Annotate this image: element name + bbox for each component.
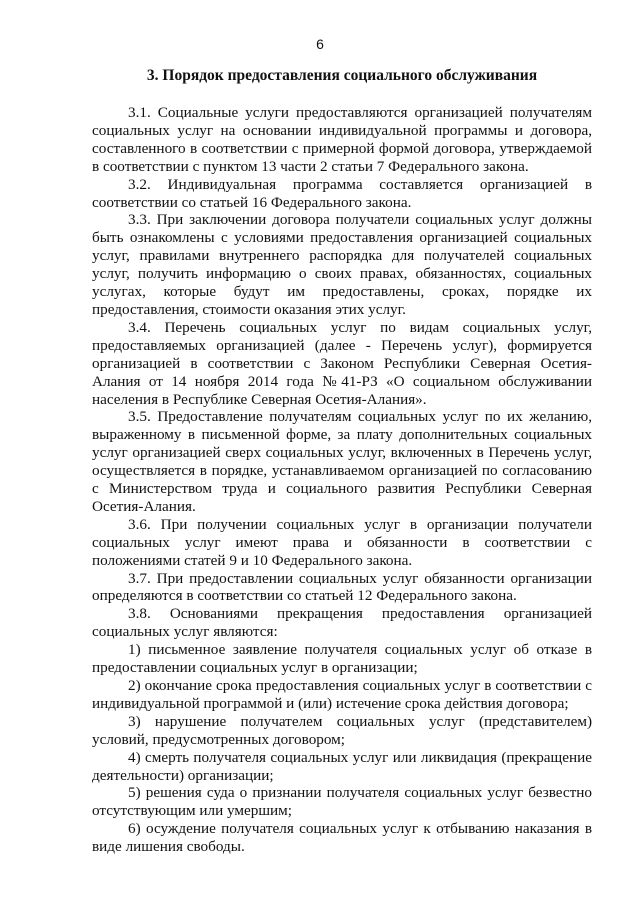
page-number: 6 — [316, 36, 324, 52]
list-item-2: 2) окончание срока предоставления социальных услуг в соответствии с индивидуальной программой и (или) истечение срока действия договора; — [92, 677, 592, 712]
list-item-4: 4) смерть получателя социальных услуг или ликвидация (прекращение деятельности) организации; — [92, 748, 592, 784]
paragraph-3-2: 3.2. Индивидуальная программа составляется организацией в соответствии со статьей 16 Федерального закона. — [92, 175, 592, 211]
list-item-3: 3) нарушение получателем социальных услуг (представителем) условий, предусмотренных договором; — [92, 712, 592, 748]
list-item-1: 1) письменное заявление получателя социальных услуг об отказе в предоставлении социальных услуг в организации; — [92, 641, 592, 677]
section-body — [92, 104, 592, 856]
paragraph-3-1: 3.1. Социальные услуги предоставляются организацией получателям социальных услуг на основании индивидуальной программы и договора, составленного в соответствии с примерной формой договора, утверждаемой в соответствии с пунктом 13 части 2 статьи 7 Федерального закона. — [92, 104, 592, 175]
paragraph-3-8: 3.8. Основаниями прекращения предоставления организацией социальных услуг являются: — [92, 605, 592, 641]
list-item-6: 6) осуждение получателя социальных услуг к отбыванию наказания в виде лишения свободы. — [92, 820, 592, 856]
paragraph-3-5: 3.5. Предоставление получателям социальных услуг по их желанию, выраженному в письменной форме, за плату дополнительных социальных услуг организацией сверх социальных услуг, включенных в Перечень услуг, осуществляется в порядке, устанавливаемом организацией по согласованию с Министерством труда и социального развития Республики Северная Осетия-Алания. — [92, 408, 592, 515]
list-item-5: 5) решения суда о признании получателя социальных услуг безвестно отсутствующим или умершим; — [92, 784, 592, 820]
paragraph-3-7: 3.7. При предоставлении социальных услуг обязанности организации определяются в соответствии со статьей 12 Федерального закона. — [92, 569, 592, 605]
paragraph-3-6: 3.6. При получении социальных услуг в организации получатели социальных услуг имеют права и обязанности в соответствии с положениями статей 9 и 10 Федерального закона. — [92, 515, 592, 569]
paragraph-3-3: 3.3. При заключении договора получатели социальных услуг должны быть ознакомлены с условиями предоставления организацией социальных услуг, правилами внутреннего распорядка для получателей социальных услуг, получить информацию о своих правах, обязанностях, социальных услугах, которые будут им предоставлены, сроках, порядке их предоставления, стоимости оказания этих услуг. — [92, 211, 592, 318]
section-heading: 3. Порядок предоставления социального обслуживания — [146, 67, 538, 84]
paragraph-3-4: 3.4. Перечень социальных услуг по видам социальных услуг, предоставляемых организацией (далее - Перечень услуг), формируется организацией в соответствии с Законом Республики Северная Осетия-Алания от 14 ноября 2014 года №41-РЗ «О социальном обслуживании населения в Республике Северная Осетия-Алания». — [92, 318, 592, 408]
